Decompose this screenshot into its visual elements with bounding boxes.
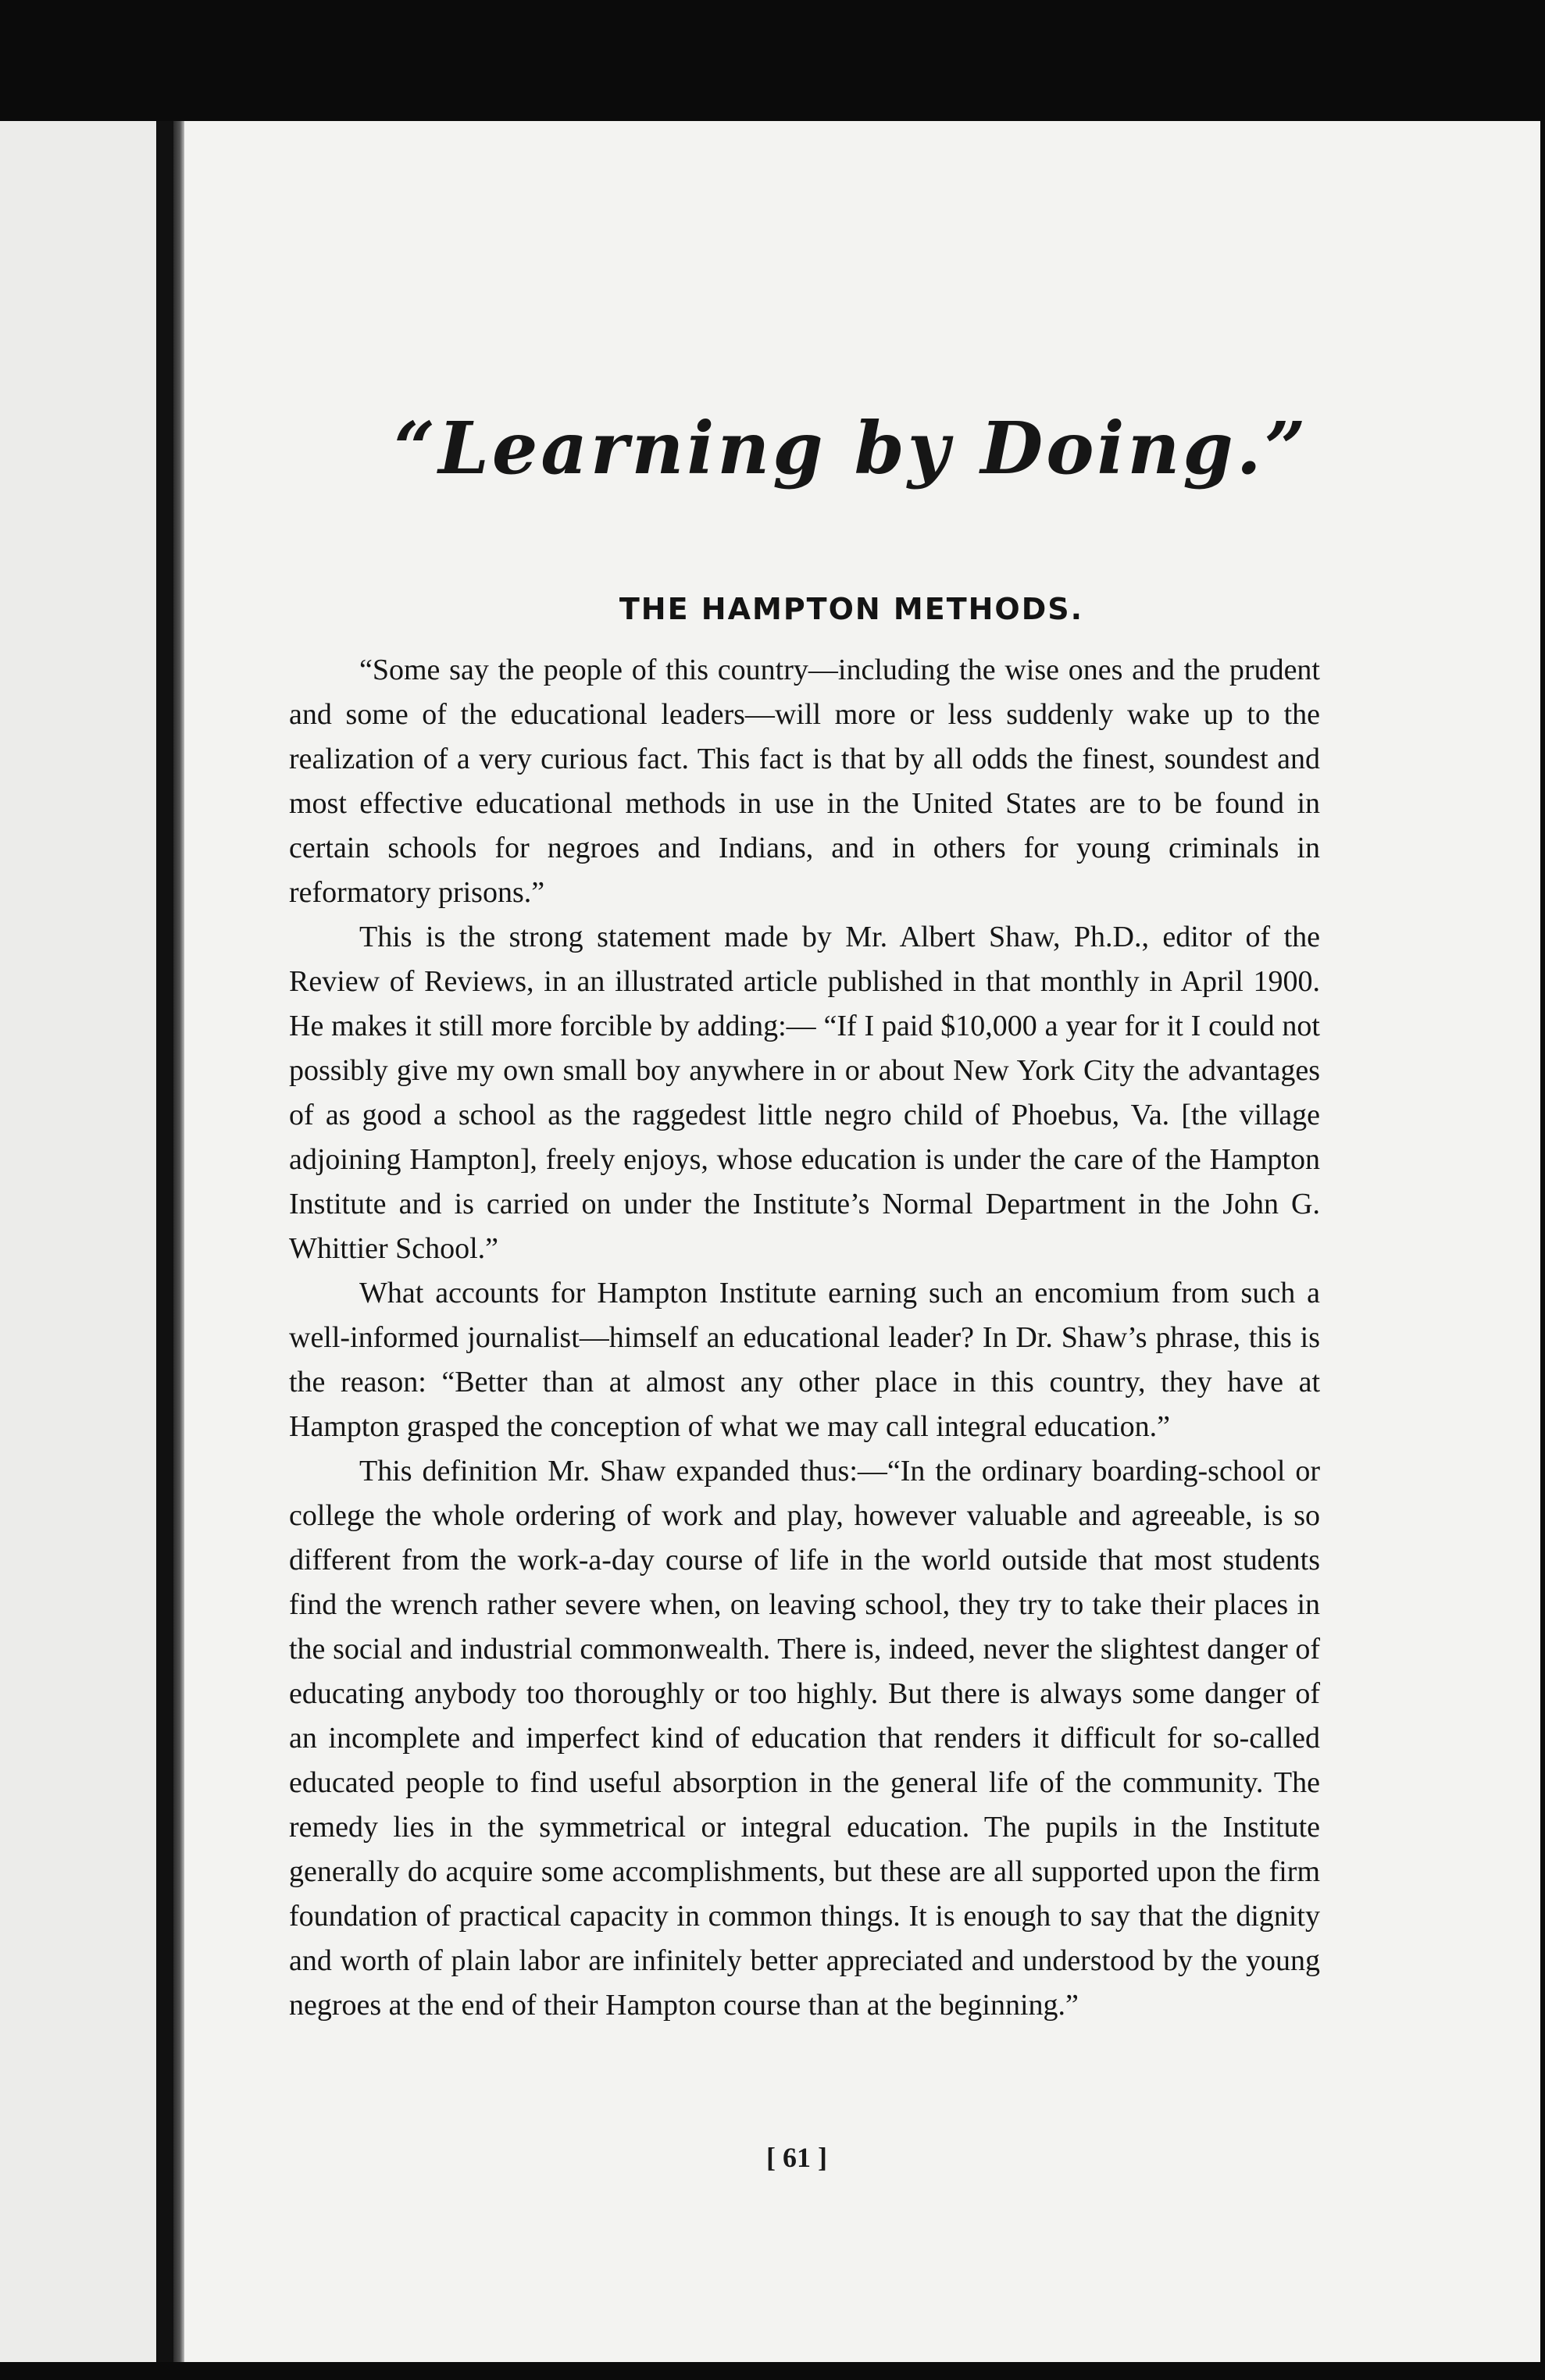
- body-text: [289, 648, 1320, 2028]
- page-number: [ 61 ]: [766, 2142, 827, 2173]
- paragraph: This is the strong statement made by Mr. Albert Shaw, Ph.D., editor of the Review of Reviews, in an illustrated article published in that monthly in April 1900. He makes it still more forcible by adding:— “If I paid $10,000 a year for it I could not possibly give my own small boy anywhere in or about New York City the advantages of as good a school as the raggedest little negro child of Phoebus, Va. [the village adjoining Hampton], freely enjoys, whose education is under the care of the Hampton Institute and is carried on under the Institute’s Normal Department in the John G. Whittier School.”: [289, 921, 1320, 1265]
- page-title: “Learning by Doing.”: [394, 406, 1309, 490]
- facing-page-strip: [0, 121, 160, 2362]
- paragraph: “Some say the people of this country—including the wise ones and the prudent and some of the educational leaders—will more or less suddenly wake up to the realization of a very curious fact. This fact is that by all odds the finest, soundest and most effective educational methods in use in the United States are to be found in certain schools for negroes and Indians, and in others for young criminals in reformatory prisons.”: [289, 654, 1320, 909]
- paragraph: This definition Mr. Shaw expanded thus:—“In the ordinary boarding-school or college the whole ordering of work and play, however valuable and agreeable, is so different from the work-a-day course of life in the world outside that most students find the wrench rather severe when, on leaving school, they try to take their places in the social and industrial commonwealth. There is, indeed, never the slightest danger of educating anybody too thoroughly or too highly. But there is always some danger of an incomplete and imperfect kind of education that renders it difficult for so-called educated people to find useful absorption in the general life of the community. The remedy lies in the symmetrical or integral education. The pupils in the Institute generally do acquire some accomplishments, but these are all supported upon the firm foundation of practical capacity in common things. It is enough to say that the dignity and worth of plain labor are infinitely better appreciated and understood by the young negroes at the end of their Hampton course than at the beginning.”: [289, 1455, 1320, 2022]
- binding-edge: [173, 121, 184, 2362]
- paragraph: What accounts for Hampton Institute earning such an encomium from such a well-informed journalist—himself an educational leader? In Dr. Shaw’s phrase, this is the reason: “Better than at almost any other place in this country, they have at Hampton grasped the conception of what we may call integral education.”: [289, 1277, 1320, 1443]
- section-heading: THE HAMPTON METHODS.: [619, 592, 1084, 626]
- gutter-shadow: [156, 121, 173, 2362]
